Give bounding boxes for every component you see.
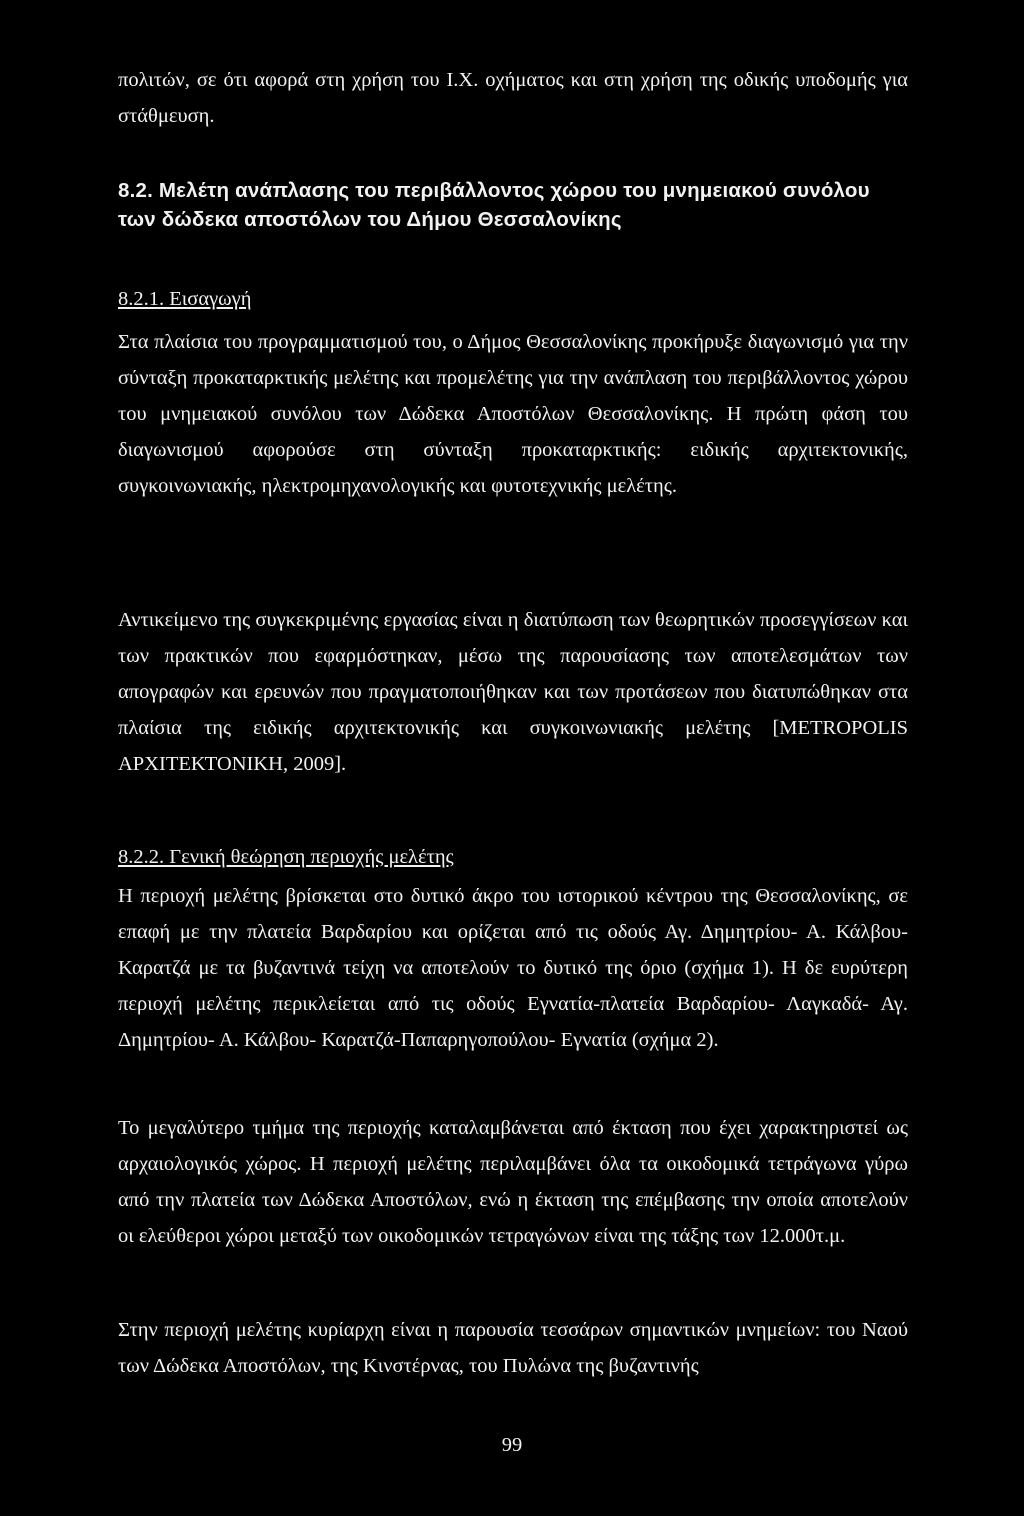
- subsection-heading-introduction: 8.2.1. Εισαγωγή: [118, 288, 252, 310]
- paragraph-intro: πολιτών, σε ότι αφορά στη χρήση του Ι.Χ. οχήματος και στη χρήση της οδικής υποδομής για στάθμευση.: [118, 69, 908, 127]
- paragraph-monuments: Στην περιοχή μελέτης κυρίαρχη είναι η παρουσία τεσσάρων σημαντικών μνημείων: του Ναού των Δώδεκα Αποστόλων, της Κινστέρνας, του Πυλώνα της βυζαντινής: [118, 1319, 908, 1377]
- paragraph-framework: Στα πλαίσια του προγραμματισμού του, ο Δήμος Θεσσαλονίκης προκήρυξε διαγωνισμό για την σύνταξη προκαταρκτικής μελέτης και προμελέτης για την ανάπλαση του περιβάλλοντος χώρου του μνημειακού συνόλου των Δώδεκα Αποστόλων Θεσσαλονίκης. Η πρώτη φάση του διαγωνισμού αφορούσε στη σύνταξη προκαταρκτικής: ειδικής αρχιτεκτονικής, συγκοινωνιακής, ηλεκτρομηχανολογικής και φυτοτεχνικής μελέτης.: [118, 331, 908, 497]
- page-number: 99: [501, 1434, 523, 1456]
- section-heading: 8.2. Μελέτη ανάπλασης του περιβάλλοντος χώρου του μνημειακού συνόλου των δώδεκα αποστόλων του Δήμου Θεσσαλονίκης: [118, 179, 870, 231]
- paragraph-object: Αντικείμενο της συγκεκριμένης εργασίας είναι η διατύπωση των θεωρητικών προσεγγίσεων και των πρακτικών που εφαρμόστηκαν, μέσω της παρουσίασης των αποτελεσμάτων των απογραφών και ερευνών που πραγματοποιήθηκαν και των προτάσεων που διατυπώθηκαν στα πλαίσια της ειδικής αρχιτεκτονικής και συγκοινωνιακής μελέτης [METROPOLIS ΑΡΧΙΤΕΚΤΟΝΙΚΗ, 2009].: [118, 609, 908, 775]
- subsection-heading-overview: 8.2.2. Γενική θεώρηση περιοχής μελέτης: [118, 846, 454, 868]
- paragraph-archaeological-site: Το μεγαλύτερο τμήμα της περιοχής καταλαμβάνεται από έκταση που έχει χαρακτηριστεί ως αρχαιολογικός χώρος. Η περιοχή μελέτης περιλαμβάνει όλα τα οικοδομικά τετράγωνα γύρω από την πλατεία των Δώδεκα Αποστόλων, ενώ η έκταση της επέμβασης την οποία αποτελούν οι ελεύθεροι χώροι μεταξύ των οικοδομικών τετραγώνων είναι της τάξης των 12.000τ.μ.: [118, 1117, 908, 1247]
- paragraph-location: Η περιοχή μελέτης βρίσκεται στο δυτικό άκρο του ιστορικού κέντρου της Θεσσαλονίκης, σε επαφή με την πλατεία Βαρδαρίου και ορίζεται από τις οδούς Αγ. Δημητρίου- Α. Κάλβου- Καρατζά με τα βυζαντινά τείχη να αποτελούν το δυτικό της όριο (σχήμα 1). Η δε ευρύτερη περιοχή μελέτης περικλείεται από τις οδούς Εγνατία-πλατεία Βαρδαρίου- Λαγκαδά- Αγ. Δημητρίου- Α. Κάλβου- Καρατζά-Παπαρηγοπούλου- Εγνατία (σχήμα 2).: [118, 885, 908, 1051]
